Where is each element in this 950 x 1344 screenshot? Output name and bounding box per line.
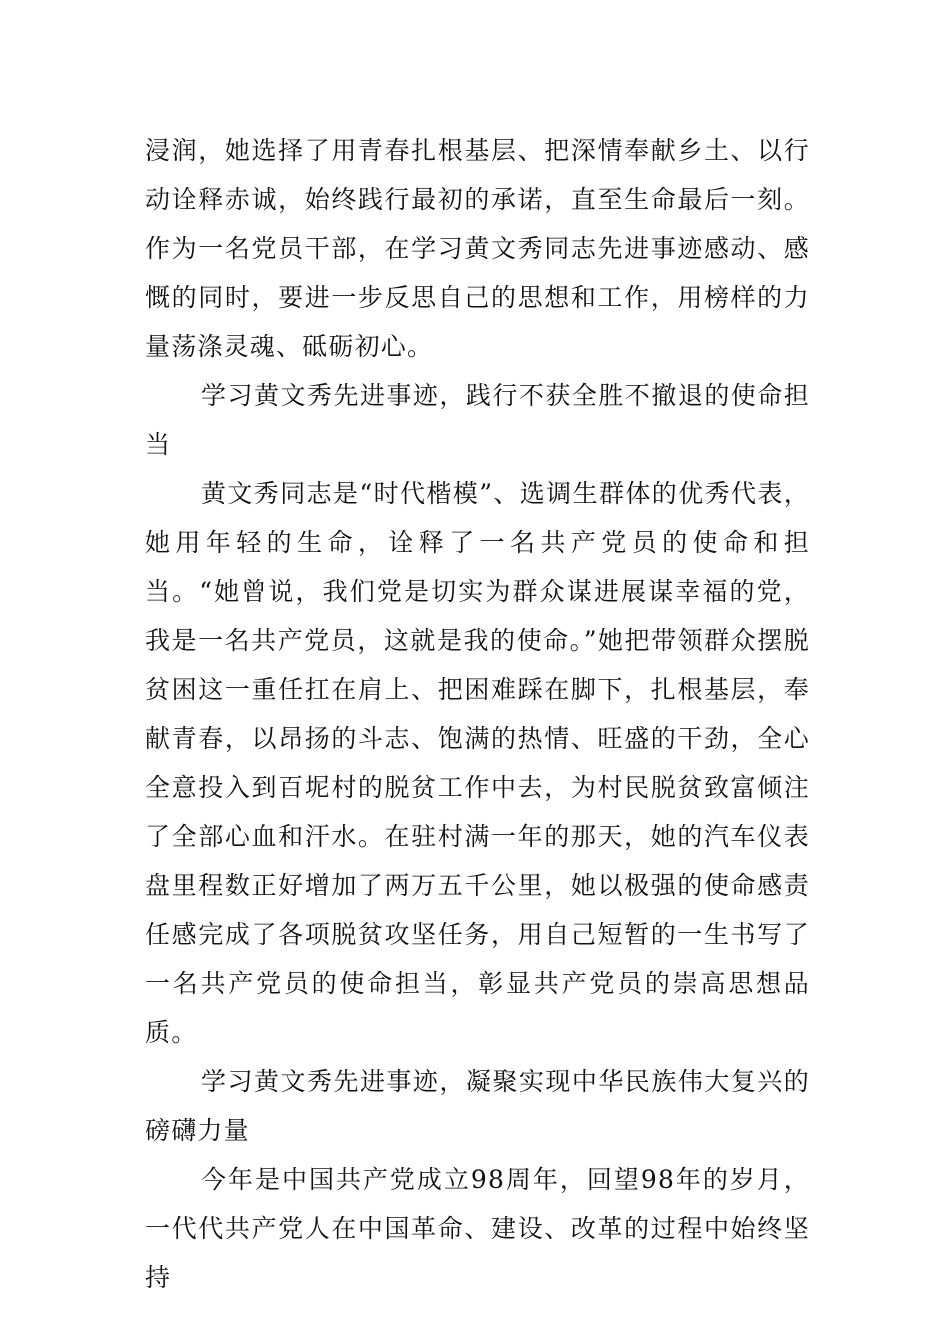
paragraph-mission: 黄文秀同志是“时代楷模”、选调生群体的优秀代表，她用年轻的生命，诠释了一名共产党员的使命和担当。“她曾说，我们党是切实为群众谋进展谋幸福的党，我是一名共产党员，这就是我的使命。”她把带领群众摆脱贫困这一重任扛在肩上、把困难踩在脚下，扎根基层，奉献青春，以昂扬的斗志、饱满的热情、旺盛的干劲，全心全意投入到百坭村的脱贫工作中去，为村民脱贫致富倾注了全部心血和汗水。在驻村满一年的那天，她的汽车仪表盘里程数正好增加了两万五千公里，她以极强的使命感责任感完成了各项脱贫攻坚任务，用自己短暂的一生书写了一名共产党员的使命担当，彰显共产党员的崇高思想品质。 <box>145 479 810 1047</box>
paragraph-continuation: 浸润，她选择了用青春扎根基层、把深情奉献乡土、以行动诠释赤诚，始终践行最初的承诺，直至生命最后一刻。作为一名党员干部，在学习黄文秀同志先进事迹感动、感慨的同时，要进一步反思自己的思想和工作，用榜样的力量荡涤灵魂、砥砺初心。 <box>145 136 810 361</box>
section-heading-mission: 学习黄文秀先进事迹，践行不获全胜不撤退的使命担当 <box>145 381 810 459</box>
paragraph-anniversary: 今年是中国共产党成立98周年，回望98年的岁月，一代代共产党人在中国革命、建设、改革的过程中始终坚持 <box>145 1165 810 1292</box>
document-body <box>145 126 810 1302</box>
section-heading-rejuvenation: 学习黄文秀先进事迹，凝聚实现中华民族伟大复兴的磅礴力量 <box>145 1067 810 1145</box>
